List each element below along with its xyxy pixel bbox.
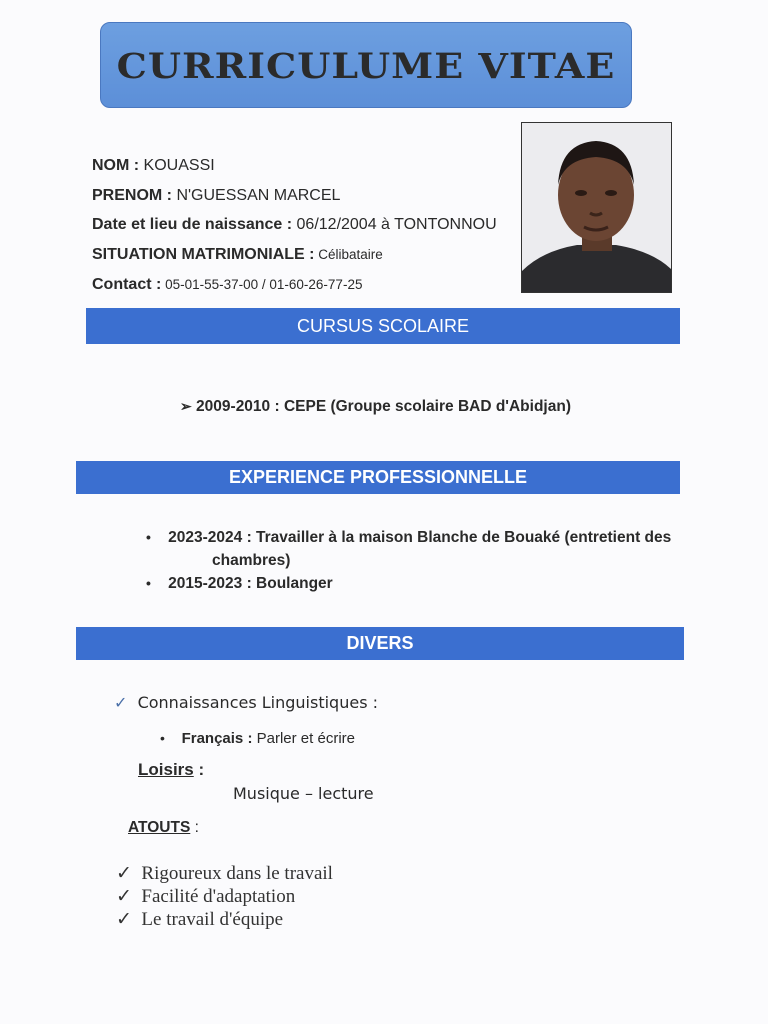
cv-title: CURRICULUME VITAE [116, 44, 616, 86]
loisirs-line [138, 760, 204, 780]
checkmark-icon: ✓ [116, 863, 132, 884]
cv-title-banner [100, 22, 632, 108]
contact-line [92, 275, 362, 295]
experience-text: Boulanger [251, 575, 333, 592]
contact-label: Contact : [92, 276, 162, 293]
situation-label: SITUATION MATRIMONIALE : [92, 246, 315, 263]
birth-line [92, 215, 497, 235]
experience-item [146, 575, 333, 593]
situation-line [92, 245, 383, 265]
divers-heading: DIVERS [346, 633, 414, 653]
dot-bullet-icon: • [146, 529, 151, 545]
langues-label: Connaissances Linguistiques : [137, 693, 378, 712]
atouts-label: ATOUTS [128, 819, 191, 836]
dot-bullet-icon: • [146, 575, 151, 591]
experience-item [146, 529, 671, 547]
contact-value: 05-01-55-37-00 / 01-60-26-77-25 [161, 277, 363, 292]
cursus-heading-bar [86, 308, 680, 344]
cursus-heading: CURSUS SCOLAIRE [296, 315, 470, 336]
atout-text: Le travail d'équipe [141, 909, 284, 930]
arrow-bullet-icon: ➢ [180, 398, 192, 414]
dot-bullet-icon: • [160, 730, 165, 746]
nom-label: NOM : [92, 157, 140, 174]
atouts-colon: : [190, 819, 199, 836]
experience-heading: EXPERIENCE PROFESSIONNELLE [228, 467, 528, 487]
prenom-label: PRENOM : [92, 187, 172, 204]
checkmark-icon: ✓ [116, 909, 132, 930]
portrait-illustration [522, 123, 671, 292]
situation-value: Célibataire [314, 247, 383, 262]
profile-photo [521, 122, 672, 293]
francais-value: Parler et écrire [252, 730, 355, 747]
francais-label: Français : [181, 730, 253, 747]
atout-text: Rigoureux dans le travail [141, 863, 333, 884]
birth-label: Date et lieu de naissance : [92, 216, 293, 233]
loisirs-value: Musique – lecture [233, 784, 374, 803]
atout-text: Facilité d'adaptation [141, 886, 296, 907]
birth-value: 06/12/2004 à TONTONNOU [292, 216, 497, 233]
atouts-line [128, 819, 199, 837]
loisirs-colon: : [193, 760, 205, 779]
checkmark-icon: ✓ [114, 693, 128, 712]
nom-line [92, 156, 215, 176]
nom-value: KOUASSI [139, 157, 215, 174]
atout-item [116, 885, 295, 908]
experience-year: 2015-2023 : [168, 575, 252, 592]
langues-line [114, 693, 378, 712]
experience-text: Travailler à la maison Blanche de Bouaké (entretient des [251, 529, 672, 546]
atout-item [116, 908, 283, 931]
experience-text-cont: chambres) [212, 552, 291, 569]
cursus-item [180, 398, 571, 416]
atout-item [116, 862, 333, 885]
experience-year: 2023-2024 : [168, 529, 252, 546]
experience-heading-bar [76, 461, 680, 494]
divers-heading-bar [76, 627, 684, 660]
cursus-item-text: 2009-2010 : CEPE (Groupe scolaire BAD d'Abidjan) [196, 398, 571, 415]
prenom-value: N'GUESSAN MARCEL [172, 187, 341, 204]
experience-item-continuation [212, 552, 290, 570]
prenom-line [92, 186, 340, 206]
loisirs-label: Loisirs [138, 760, 194, 779]
francais-line [160, 730, 355, 747]
checkmark-icon: ✓ [116, 886, 132, 907]
